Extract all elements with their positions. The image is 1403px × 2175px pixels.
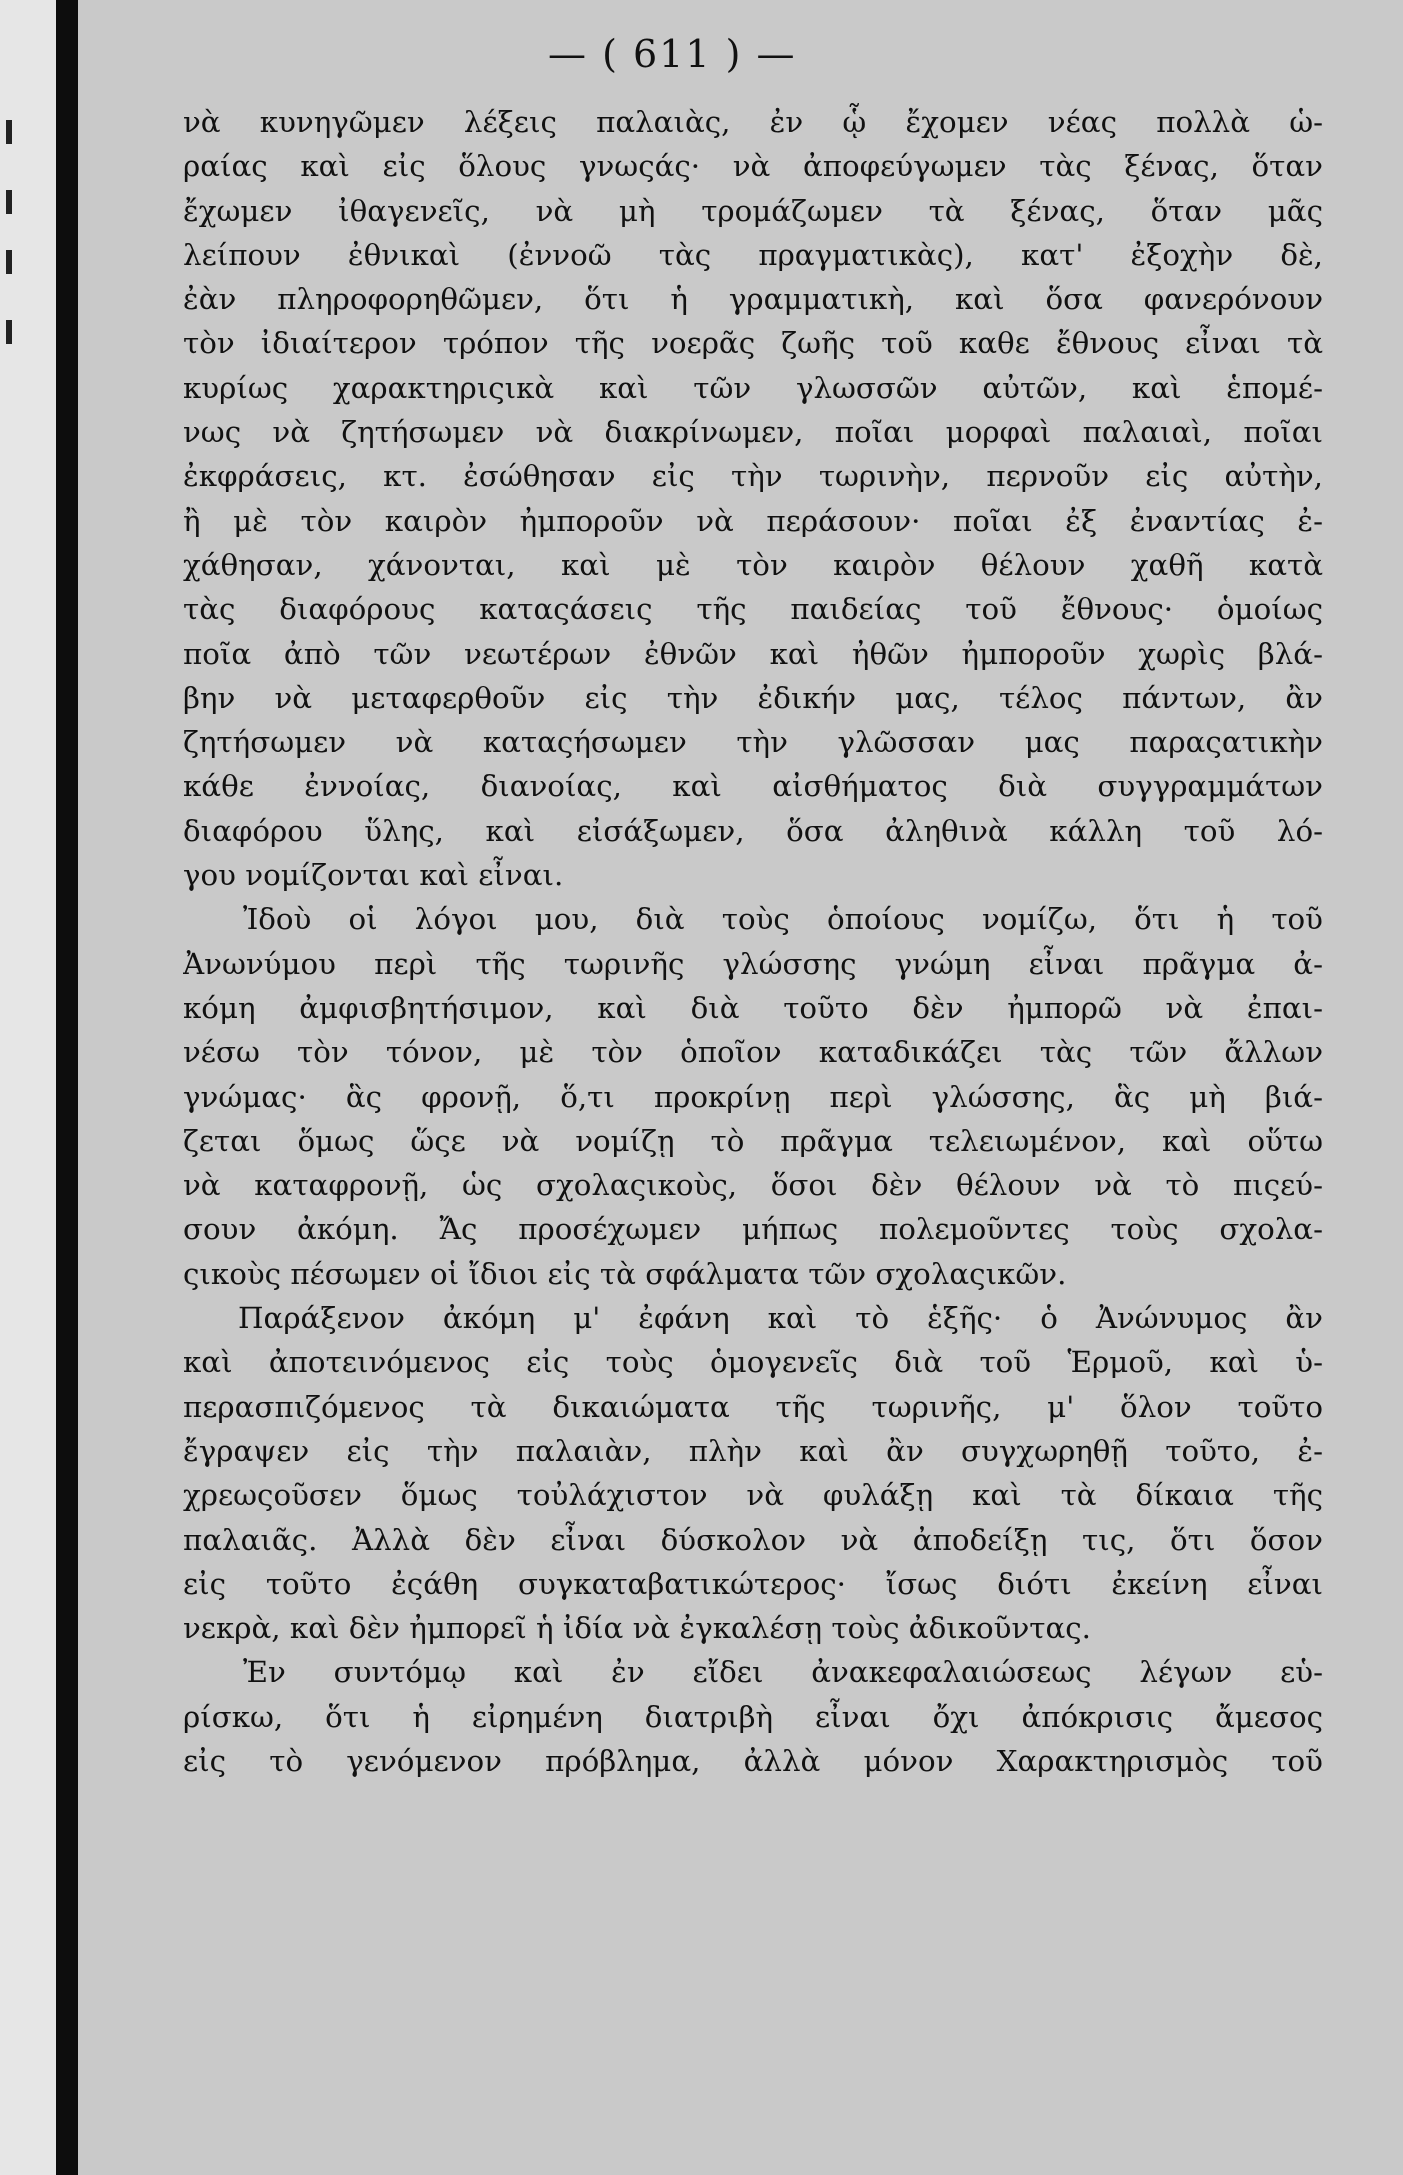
book-gutter	[56, 0, 78, 2175]
text-line: λείπουν ἐθνικαὶ (ἐννοῶ τὰς πραγματικὰς), κατ' ἐξοχὴν δὲ,	[183, 237, 1323, 272]
text-line: Ἀνωνύμου περὶ τῆς τωρινῆς γλώσσης γνώμη εἶναι πρᾶγμα ἀ-	[183, 946, 1323, 981]
text-line: Παράξενον ἀκόμη μ' ἐφάνη καὶ τὸ ἑξῆς· ὁ Ἀνώνυμος ἂν	[238, 1301, 1323, 1336]
text-line: ἔχωμεν ἰθαγενεῖς, νὰ μὴ τρομάζωμεν τὰ ξένας, ὅταν μᾶς	[183, 193, 1323, 228]
text-line: τὰς διαφόρους καταςάσεις τῆς παιδείας τοῦ ἔθνους· ὁμοίως	[183, 592, 1323, 627]
text-line: νέσω τὸν τόνον, μὲ τὸν ὁποῖον καταδικάζει τὰς τῶν ἄλλων	[183, 1035, 1323, 1070]
text-line: τὸν ἰδιαίτερον τρόπον τῆς νοερᾶς ζωῆς τοῦ καθε ἔθνους εἶναι τὰ	[183, 326, 1323, 361]
text-line: κάθε ἐννοίας, διανοίας, καὶ αἰσθήματος διὰ συγγραμμάτων	[183, 769, 1323, 804]
text-line: ἔγραψεν εἰς τὴν παλαιὰν, πλὴν καὶ ἂν συγχωρηθῇ τοῦτο, ἐ-	[183, 1433, 1323, 1468]
text-line: κόμη ἀμφισβητήσιμον, καὶ διὰ τοῦτο δὲν ἠμπορῶ νὰ ἐπαι-	[183, 990, 1323, 1025]
text-line: γνώμας· ἃς φρονῇ, ὅ,τι προκρίνῃ περὶ γλώσσης, ἃς μὴ βιά-	[183, 1079, 1323, 1114]
text-line: καὶ ἀποτεινόμενος εἰς τοὺς ὁμογενεῖς διὰ τοῦ Ἑρμοῦ, καὶ ὑ-	[183, 1345, 1323, 1380]
text-line: σουν ἀκόμη. Ἄς προσέχωμεν μήπως πολεμοῦντες τοὺς σχολα-	[183, 1212, 1323, 1247]
page-number-header: — ( 611 ) —	[548, 32, 797, 76]
text-line: ςικοὺς πέσωμεν οἱ ἴδιοι εἰς τὰ σφάλματα τῶν σχολαςικῶν.	[183, 1256, 1067, 1291]
text-line: περασπιζόμενος τὰ δικαιώματα τῆς τωρινῆς, μ' ὅλον τοῦτο	[183, 1389, 1323, 1424]
text-line: εἰς τὸ γενόμενον πρόβλημα, ἀλλὰ μόνον Χαρακτηρισμὸς τοῦ	[183, 1743, 1323, 1778]
text-line: νὰ κυνηγῶμεν λέξεις παλαιὰς, ἐν ᾧ ἔχομεν νέας πολλὰ ὡ-	[183, 105, 1323, 139]
text-line: χάθησαν, χάνονται, καὶ μὲ τὸν καιρὸν θέλουν χαθῆ κατὰ	[183, 547, 1323, 582]
text-line: ἐὰν πληροφορηθῶμεν, ὅτι ἡ γραμματικὴ, καὶ ὅσα φανερόνουν	[183, 282, 1323, 317]
edge-mark	[6, 320, 12, 344]
text-line: εἰς τοῦτο ἐςάθη συγκαταβατικώτερος· ἴσως διότι ἐκείνη εἶναι	[183, 1566, 1323, 1601]
text-line: ραίας καὶ εἰς ὅλους γνωςάς· νὰ ἀποφεύγωμεν τὰς ξένας, ὅταν	[183, 149, 1323, 184]
text-line: ἐκφράσεις, κτ. ἐσώθησαν εἰς τὴν τωρινὴν, περνοῦν εἰς αὐτὴν,	[183, 459, 1323, 494]
text-line: βην νὰ μεταφερθοῦν εἰς τὴν ἐδικήν μας, τέλος πάντων, ἂν	[183, 680, 1323, 715]
text-line: ἢ μὲ τὸν καιρὸν ἠμποροῦν νὰ περάσουν· ποῖαι ἐξ ἐναντίας ἐ-	[183, 503, 1323, 538]
text-line: παλαιᾶς. Ἀλλὰ δὲν εἶναι δύσκολον νὰ ἀποδείξῃ τις, ὅτι ὅσον	[183, 1522, 1323, 1557]
edge-mark	[6, 190, 12, 214]
text-line: ζεται ὅμως ὥςε νὰ νομίζῃ τὸ πρᾶγμα τελειωμένον, καὶ οὕτω	[183, 1123, 1323, 1158]
text-line: Ἐν συντόμῳ καὶ ἐν εἴδει ἀνακεφαλαιώσεως λέγων εὑ-	[243, 1655, 1323, 1690]
text-line: ρίσκω, ὅτι ἡ εἰρημένη διατριβὴ εἶναι ὄχι ἀπόκρισις ἄμεσος	[183, 1699, 1323, 1734]
text-line: νεκρὰ, καὶ δὲν ἠμπορεῖ ἡ ἰδία νὰ ἐγκαλέσῃ τοὺς ἀδικοῦντας.	[183, 1611, 1091, 1646]
text-line: κυρίως χαρακτηριςικὰ καὶ τῶν γλωσσῶν αὐτῶν, καὶ ἑπομέ-	[183, 370, 1323, 405]
text-line: διαφόρου ὕλης, καὶ εἰσάξωμεν, ὅσα ἀληθινὰ κάλλη τοῦ λό-	[183, 813, 1323, 848]
text-line: νως νὰ ζητήσωμεν νὰ διακρίνωμεν, ποῖαι μορφαὶ παλαιαὶ, ποῖαι	[183, 415, 1323, 450]
book-page	[78, 0, 1403, 2175]
edge-mark	[6, 120, 12, 144]
text-line: ζητήσωμεν νὰ καταςήσωμεν τὴν γλῶσσαν μας παραςατικὴν	[183, 725, 1323, 760]
text-line: ποῖα ἀπὸ τῶν νεωτέρων ἐθνῶν καὶ ἠθῶν ἠμποροῦν χωρὶς βλά-	[183, 636, 1323, 671]
text-line: χρεωςοῦσεν ὅμως τοὐλάχιστον νὰ φυλάξῃ καὶ τὰ δίκαια τῆς	[183, 1478, 1323, 1513]
text-line: γου νομίζονται καὶ εἶναι.	[183, 858, 564, 893]
text-line: Ἰδοὺ οἱ λόγοι μου, διὰ τοὺς ὁποίους νομίζω, ὅτι ἡ τοῦ	[243, 902, 1323, 937]
body-text	[183, 100, 1323, 1783]
text-line: νὰ καταφρονῇ, ὡς σχολαςικοὺς, ὅσοι δὲν θέλουν νὰ τὸ πιςεύ-	[183, 1168, 1323, 1203]
edge-mark	[6, 250, 12, 274]
